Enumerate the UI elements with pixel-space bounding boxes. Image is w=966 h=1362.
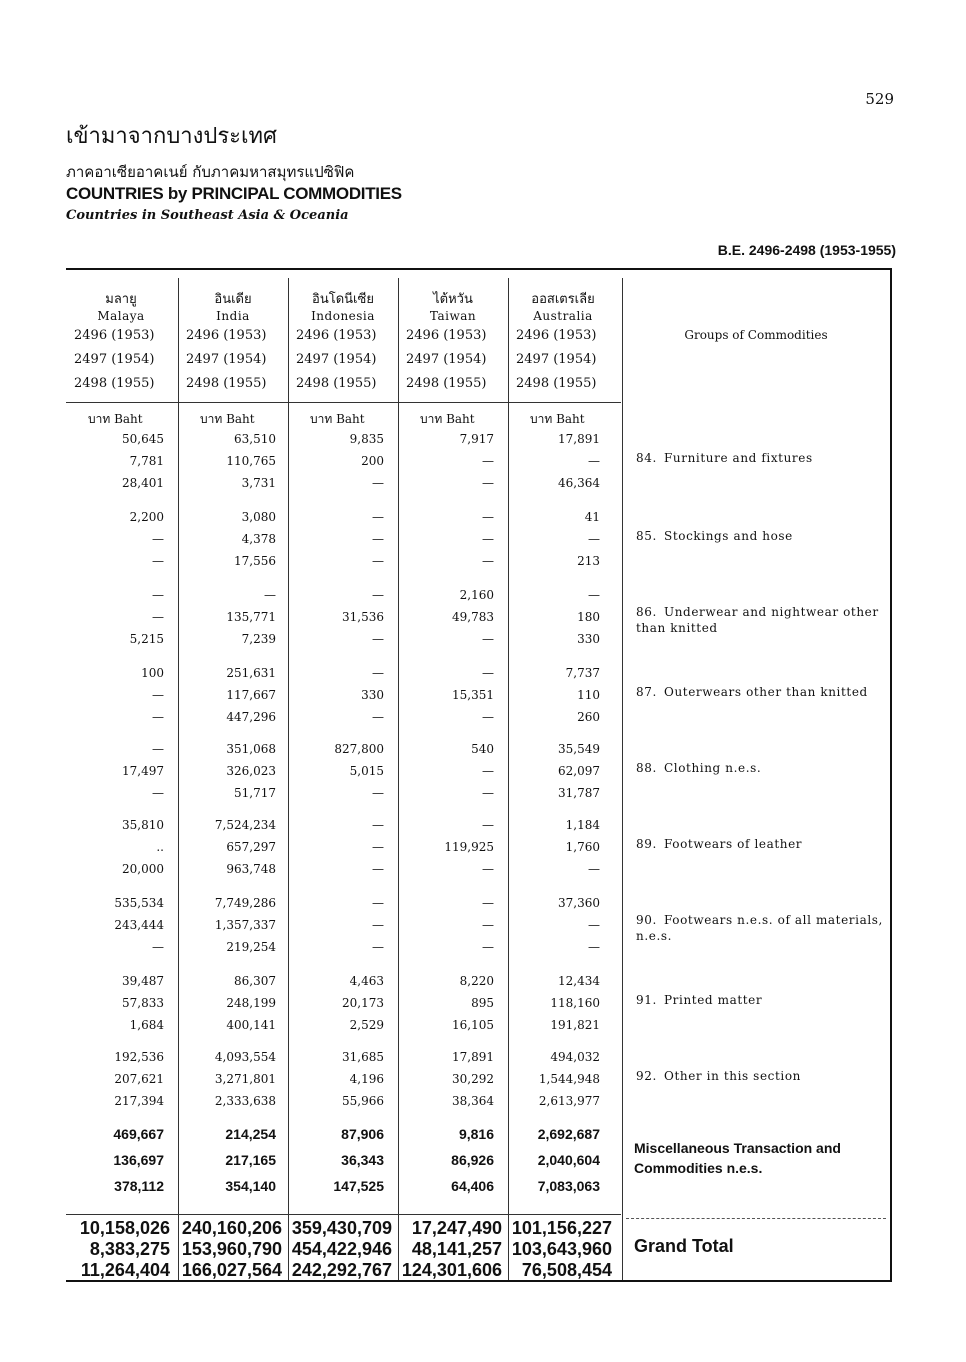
table-cell: —: [372, 896, 384, 910]
table-cell: 1,357,337: [214, 918, 276, 932]
table-cell: 35,549: [558, 742, 600, 756]
table-cell: 330: [361, 688, 384, 702]
table-cell: 535,534: [114, 896, 164, 910]
table-cell: 657,297: [226, 840, 276, 854]
table-cell: 207,621: [114, 1072, 164, 1086]
grand-total-cell: 124,301,606: [401, 1260, 502, 1280]
commodity-group-label: [636, 604, 886, 636]
year-label: 2498 (1955): [186, 376, 267, 391]
table-cell: 2,613,977: [538, 1094, 600, 1108]
table-cell: —: [588, 532, 600, 546]
commodity-code: 90.: [636, 913, 657, 927]
table-cell: 2,160: [459, 588, 494, 602]
commodity-name: Underwear and nightwear other than knitted: [636, 605, 879, 635]
misc-cell: 217,165: [225, 1152, 276, 1168]
table-cell: 251,631: [226, 666, 276, 680]
table-cell: 3,731: [241, 476, 276, 490]
misc-cell: 36,343: [341, 1152, 384, 1168]
misc-cell: 64,406: [451, 1178, 494, 1194]
grand-total-cell: 8,383,275: [89, 1239, 170, 1259]
table-cell: 963,748: [226, 862, 276, 876]
table-cell: —: [372, 918, 384, 932]
table-cell: —: [372, 940, 384, 954]
misc-label: Miscellaneous Transaction and Commodities n.e.s.: [634, 1140, 841, 1176]
table-cell: 180: [577, 610, 600, 624]
table-cell: 17,891: [558, 432, 600, 446]
commodity-code: 85.: [636, 529, 657, 543]
table-cell: —: [372, 862, 384, 876]
table-cell: 219,254: [226, 940, 276, 954]
table-cell: 213: [577, 554, 600, 568]
english-subtitle: Countries in Southeast Asia & Oceania: [66, 208, 349, 223]
table-cell: 31,787: [558, 786, 600, 800]
table-cell: 38,364: [452, 1094, 494, 1108]
table-cell: —: [482, 918, 494, 932]
country-name-en: Malaya: [97, 309, 145, 323]
year-label: 2497 (1954): [516, 352, 597, 367]
table-cell: —: [482, 896, 494, 910]
grand-total-cell: 454,422,946: [291, 1239, 392, 1259]
table-cell: —: [482, 862, 494, 876]
table-cell: —: [372, 554, 384, 568]
table-cell: —: [152, 710, 164, 724]
table-cell: 248,199: [226, 996, 276, 1010]
year-label: 2497 (1954): [74, 352, 155, 367]
table-cell: 7,749,286: [214, 896, 276, 910]
commodity-code: 86.: [636, 605, 657, 619]
country-name-thai: อินโดนีเซีย: [312, 292, 374, 307]
table-cell: 12,434: [558, 974, 600, 988]
table-cell: 41: [584, 510, 600, 524]
table-cell: 191,821: [550, 1018, 600, 1032]
commodity-name: Clothing n.e.s.: [664, 761, 762, 775]
table-cell: 4,463: [349, 974, 384, 988]
commodity-name: Other in this section: [664, 1069, 801, 1083]
misc-cell: 136,697: [113, 1152, 164, 1168]
year-label: 2497 (1954): [296, 352, 377, 367]
table-cell: 118,160: [550, 996, 600, 1010]
table-cell: 100: [141, 666, 164, 680]
table-cell: 16,105: [452, 1018, 494, 1032]
unit-label: บาท Baht: [200, 412, 255, 426]
table-cell: —: [482, 818, 494, 832]
commodity-group-label: [636, 450, 886, 466]
country-name-en: Indonesia: [311, 309, 375, 323]
table-cell: 37,360: [558, 896, 600, 910]
table-cell: —: [482, 710, 494, 724]
commodity-group-label: [636, 992, 886, 1008]
misc-cell: 9,816: [458, 1126, 494, 1142]
year-label: 2497 (1954): [406, 352, 487, 367]
grand-total-cell: 48,141,257: [411, 1239, 502, 1259]
table-cell: 2,200: [129, 510, 164, 524]
country-name-thai: อินเดีย: [214, 292, 252, 307]
table-cell: 7,737: [565, 666, 600, 680]
table-cell: 110,765: [226, 454, 276, 468]
grand-total-cell: 240,160,206: [181, 1218, 282, 1238]
misc-cell: 86,926: [451, 1152, 494, 1168]
table-cell: —: [482, 510, 494, 524]
table-cell: 200: [361, 454, 384, 468]
table-cell: 217,394: [114, 1094, 164, 1108]
unit-label: บาท Baht: [420, 412, 475, 426]
country-header: [66, 288, 176, 323]
grand-total-cell: 11,264,404: [80, 1260, 170, 1280]
commodity-name: Footwears of leather: [664, 837, 803, 851]
table-cell: 20,173: [342, 996, 384, 1010]
table-cell: —: [372, 818, 384, 832]
table-cell: —: [372, 632, 384, 646]
table-cell: —: [152, 554, 164, 568]
table-cell: —: [152, 532, 164, 546]
misc-cell: 354,140: [225, 1178, 276, 1194]
grand-total-cell: 10,158,026: [79, 1218, 170, 1238]
year-label: 2498 (1955): [516, 376, 597, 391]
year-label: 2496 (1953): [296, 328, 377, 343]
country-header: [288, 288, 398, 323]
table-cell: 62,097: [558, 764, 600, 778]
unit-label: บาท Baht: [88, 412, 143, 426]
table-cell: —: [588, 918, 600, 932]
commodity-code: 87.: [636, 685, 657, 699]
misc-cell: 147,525: [333, 1178, 384, 1194]
year-label: 2498 (1955): [406, 376, 487, 391]
table-cell: 7,524,234: [214, 818, 276, 832]
grand-total-divider-dashed: [626, 1218, 886, 1219]
table-cell: 1,760: [565, 840, 600, 854]
table-cell: 2,529: [349, 1018, 384, 1032]
table-cell: —: [372, 840, 384, 854]
table-cell: 540: [471, 742, 494, 756]
table-cell: 4,093,554: [214, 1050, 276, 1064]
table-cell: 447,296: [226, 710, 276, 724]
commodity-name: Footwears n.e.s. of all materials, n.e.s.: [636, 913, 883, 943]
commodity-code: 89.: [636, 837, 657, 851]
table-cell: 1,544,948: [538, 1072, 600, 1086]
table-cell: 8,220: [459, 974, 494, 988]
year-label: 2498 (1955): [296, 376, 377, 391]
grand-total-cell: 242,292,767: [291, 1260, 392, 1280]
table-cell: 4,378: [241, 532, 276, 546]
period-label: B.E. 2496-2498 (1953-1955): [717, 242, 896, 258]
table-cell: 3,271,801: [214, 1072, 276, 1086]
year-label: 2497 (1954): [186, 352, 267, 367]
table-cell: —: [482, 764, 494, 778]
grand-total-cell: 101,156,227: [511, 1218, 612, 1238]
table-cell: —: [482, 454, 494, 468]
table-cell: 7,781: [129, 454, 164, 468]
table-cell: —: [588, 588, 600, 602]
table-cell: —: [372, 666, 384, 680]
country-header: [398, 288, 508, 323]
table-cell: 260: [577, 710, 600, 724]
commodity-name: Outerwears other than knitted: [664, 685, 868, 699]
table-cell: 20,000: [122, 862, 164, 876]
year-label: 2498 (1955): [74, 376, 155, 391]
table-cell: 1,684: [129, 1018, 164, 1032]
table-top-border: [66, 268, 892, 270]
country-name-thai: ไต้หวัน: [433, 292, 473, 307]
table-cell: 30,292: [452, 1072, 494, 1086]
unit-label: บาท Baht: [530, 412, 585, 426]
table-cell: 49,783: [452, 610, 494, 624]
table-cell: 117,667: [226, 688, 276, 702]
table-cell: —: [482, 554, 494, 568]
table-cell: 35,810: [122, 818, 164, 832]
table-cell: —: [152, 940, 164, 954]
page-number: 529: [865, 90, 894, 108]
table-cell: —: [482, 940, 494, 954]
commodity-table: [66, 268, 892, 1282]
unit-label: บาท Baht: [310, 412, 365, 426]
misc-cell: 2,692,687: [537, 1126, 600, 1142]
commodity-code: 91.: [636, 993, 657, 1007]
grand-total-cell: 359,430,709: [291, 1218, 392, 1238]
commodity-code: 88.: [636, 761, 657, 775]
table-cell: 3,080: [241, 510, 276, 524]
table-cell: 5,015: [349, 764, 384, 778]
country-name-en: Australia: [533, 309, 593, 323]
table-cell: 7,917: [459, 432, 494, 446]
misc-cell: 7,083,063: [537, 1178, 600, 1194]
table-cell: —: [372, 532, 384, 546]
country-name-thai: มลายู: [105, 292, 137, 307]
table-cell: —: [588, 940, 600, 954]
table-cell: 4,196: [349, 1072, 384, 1086]
table-cell: 5,215: [129, 632, 164, 646]
table-cell: 2,333,638: [214, 1094, 276, 1108]
table-cell: 50,645: [122, 432, 164, 446]
table-cell: 57,833: [122, 996, 164, 1010]
table-cell: 351,068: [226, 742, 276, 756]
table-cell: —: [372, 710, 384, 724]
table-cell: 46,364: [558, 476, 600, 490]
misc-cell: 469,667: [113, 1126, 164, 1142]
table-cell: 17,556: [234, 554, 276, 568]
year-label: 2496 (1953): [516, 328, 597, 343]
table-cell: 17,497: [122, 764, 164, 778]
grand-total-cell: 166,027,564: [181, 1260, 282, 1280]
country-name-thai: ออสเตรเลีย: [531, 292, 595, 307]
table-cell: —: [264, 588, 276, 602]
table-cell: 51,717: [234, 786, 276, 800]
commodity-group-label: [636, 912, 886, 944]
commodity-group-label: [636, 760, 886, 776]
grand-total-cell: 17,247,490: [411, 1218, 502, 1238]
table-cell: 31,536: [342, 610, 384, 624]
commodity-code: 84.: [636, 451, 657, 465]
table-cell: —: [482, 476, 494, 490]
table-cell: 9,835: [349, 432, 384, 446]
table-cell: 17,891: [452, 1050, 494, 1064]
misc-cell: 214,254: [225, 1126, 276, 1142]
table-cell: 135,771: [226, 610, 276, 624]
thai-subtitle: ภาคอาเซียอาคเนย์ กับภาคมหาสมุทรแปซิฟิค: [66, 163, 355, 181]
country-name-en: Taiwan: [429, 309, 477, 323]
table-cell: —: [482, 786, 494, 800]
english-title: COUNTRIES by PRINCIPAL COMMODITIES: [66, 184, 402, 203]
table-cell: 243,444: [114, 918, 164, 932]
commodity-name: Printed matter: [664, 993, 763, 1007]
commodity-group-label: [636, 836, 886, 852]
year-label: 2496 (1953): [74, 328, 155, 343]
misc-cell: 87,906: [341, 1126, 384, 1142]
year-label: 2496 (1953): [186, 328, 267, 343]
column-separator: [622, 278, 623, 1280]
table-cell: —: [152, 610, 164, 624]
commodity-group-label: [636, 684, 886, 700]
table-cell: —: [152, 786, 164, 800]
table-cell: —: [372, 510, 384, 524]
table-cell: 895: [471, 996, 494, 1010]
table-cell: 400,141: [226, 1018, 276, 1032]
commodity-code: 92.: [636, 1069, 657, 1083]
table-cell: 110: [577, 688, 600, 702]
table-cell: —: [588, 862, 600, 876]
table-cell: 326,023: [226, 764, 276, 778]
table-cell: 7,239: [241, 632, 276, 646]
groups-header: Groups of Commodities: [684, 328, 828, 342]
thai-title: เข้ามาจากบางประเทศ: [66, 124, 277, 149]
grand-total-cell: 153,960,790: [181, 1239, 282, 1259]
grand-total-divider: [66, 1214, 621, 1215]
misc-cell: 378,112: [114, 1178, 164, 1194]
table-cell: ..: [156, 840, 164, 854]
grand-total-cell: 76,508,454: [521, 1260, 612, 1280]
table-cell: —: [372, 588, 384, 602]
commodity-group-label: [636, 1068, 886, 1084]
commodity-group-label: [636, 528, 886, 544]
country-header: [178, 288, 288, 323]
table-cell: —: [152, 588, 164, 602]
table-cell: —: [482, 666, 494, 680]
table-right-border: [890, 268, 892, 1282]
table-cell: —: [482, 532, 494, 546]
table-cell: —: [372, 786, 384, 800]
table-cell: 330: [577, 632, 600, 646]
country-header: [508, 288, 618, 323]
table-cell: —: [152, 742, 164, 756]
table-cell: —: [372, 476, 384, 490]
table-cell: 119,925: [444, 840, 494, 854]
header-divider: [66, 402, 621, 403]
table-cell: 1,184: [565, 818, 600, 832]
table-cell: 31,685: [342, 1050, 384, 1064]
year-label: 2496 (1953): [406, 328, 487, 343]
table-cell: —: [482, 632, 494, 646]
table-cell: 494,032: [550, 1050, 600, 1064]
country-name-en: India: [216, 309, 250, 323]
misc-cell: 2,040,604: [537, 1152, 600, 1168]
table-cell: 63,510: [234, 432, 276, 446]
grand-total-label: Grand Total: [634, 1236, 734, 1256]
table-cell: 827,800: [334, 742, 384, 756]
commodity-name: Furniture and fixtures: [664, 451, 813, 465]
table-cell: 55,966: [342, 1094, 384, 1108]
table-cell: —: [152, 688, 164, 702]
table-cell: 28,401: [122, 476, 164, 490]
table-cell: 39,487: [122, 974, 164, 988]
commodity-name: Stockings and hose: [664, 529, 793, 543]
grand-total-cell: 103,643,960: [511, 1239, 612, 1259]
table-cell: 15,351: [452, 688, 494, 702]
table-cell: 86,307: [234, 974, 276, 988]
table-cell: 192,536: [114, 1050, 164, 1064]
table-cell: —: [588, 454, 600, 468]
